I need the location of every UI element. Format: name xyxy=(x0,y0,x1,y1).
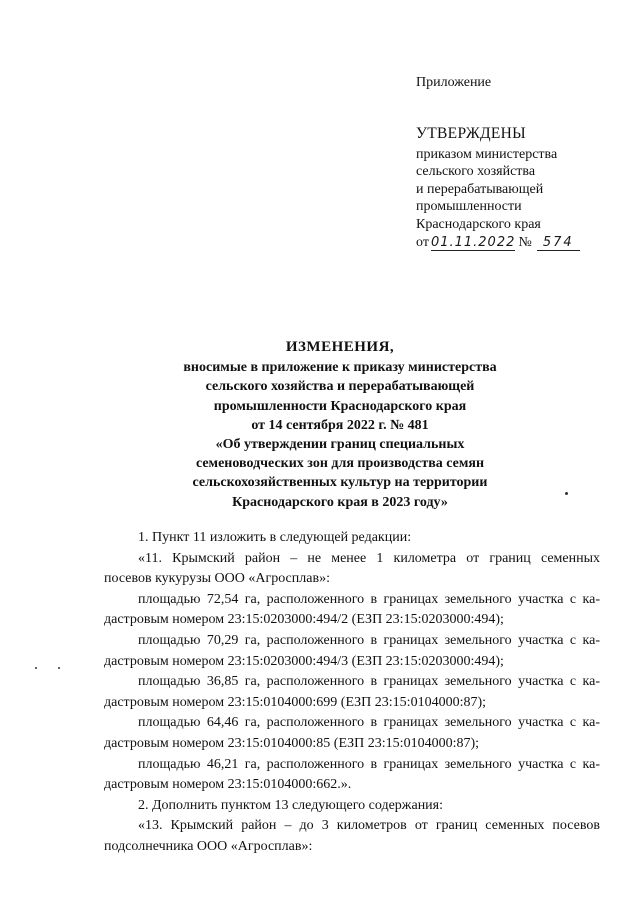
handwritten-date: 01.11.2022 xyxy=(430,235,516,250)
plot-line: дастровым номером 23:15:0203000:494/3 (ЕЗП 23:15:0203000:494); xyxy=(104,653,504,669)
number-prefix: № xyxy=(518,235,532,250)
handwritten-number: 574 xyxy=(537,236,580,251)
plot-line: дастровым номером 23:15:0203000:494/2 (ЕЗП 23:15:0203000:494); xyxy=(104,612,504,628)
plot-line: площадью 70,29 га, расположенного в границах земельного участка с ка- xyxy=(138,632,600,648)
plot-line: площадью 36,85 га, расположенного в границах земельного участка с ка- xyxy=(138,674,600,690)
title-line: промышленности Краснодарского края xyxy=(213,398,467,414)
title-line: вносимые в приложение к приказу министерства xyxy=(183,360,497,376)
scan-speck xyxy=(565,492,568,495)
appendix-label: Приложение xyxy=(416,75,492,90)
approval-line: промышленности xyxy=(416,199,522,214)
item-13-line: подсолнечника ООО «Агросплав»: xyxy=(104,838,313,854)
document-title xyxy=(140,338,540,512)
title-line: от 14 сентября 2022 г. № 481 xyxy=(251,417,429,433)
title-line: семеноводческих зон для производства семян xyxy=(195,456,485,472)
scan-speck xyxy=(35,667,37,669)
date-prefix: от xyxy=(416,235,429,250)
approval-line: приказом министерства xyxy=(416,146,558,162)
document-body xyxy=(104,528,600,858)
plot-line: дастровым номером 23:15:0104000:85 (ЕЗП 23:15:0104000:87); xyxy=(104,735,480,751)
plot-line: дастровым номером 23:15:0104000:662.». xyxy=(104,777,352,793)
plot-line: площадью 72,54 га, расположенного в границах земельного участка с ка- xyxy=(138,591,600,607)
item-11-line: «11. Крымский район – не менее 1 километра от границ семенных xyxy=(138,550,600,566)
plot-line: дастровым номером 23:15:0104000:699 (ЕЗП 23:15:0104000:87); xyxy=(104,694,487,710)
plot-line: площадью 46,21 га, расположенного в границах земельного участка с ка- xyxy=(138,756,600,772)
approval-line: Краснодарского края xyxy=(416,216,541,232)
item-11-line: посевов кукурузы ООО «Агросплав»: xyxy=(104,571,330,587)
approved-heading: УТВЕРЖДЕНЫ xyxy=(416,125,526,142)
item-2-intro: 2. Дополнить пунктом 13 следующего содержания: xyxy=(138,797,444,813)
item-13-line: «13. Крымский район – до 3 километров от границ семенных посевов xyxy=(138,818,600,834)
title-heading: ИЗМЕНЕНИЯ, xyxy=(285,339,395,355)
order-date-number xyxy=(416,234,580,252)
title-line: сельского хозяйства и перерабатывающей xyxy=(205,379,475,395)
plot-line: площадью 64,46 га, расположенного в границах земельного участка с ка- xyxy=(138,715,600,731)
title-line: сельскохозяйственных культур на территории xyxy=(192,475,488,491)
title-line: «Об утверждении границ специальных xyxy=(215,437,465,453)
scan-speck xyxy=(58,667,60,669)
title-line: Краснодарского края в 2023 году» xyxy=(232,494,448,510)
approval-block xyxy=(416,125,580,252)
approval-line: сельского хозяйства xyxy=(416,164,536,179)
item-1-intro: 1. Пункт 11 изложить в следующей редакции: xyxy=(138,530,412,545)
approval-line: и перерабатывающей xyxy=(416,181,544,197)
